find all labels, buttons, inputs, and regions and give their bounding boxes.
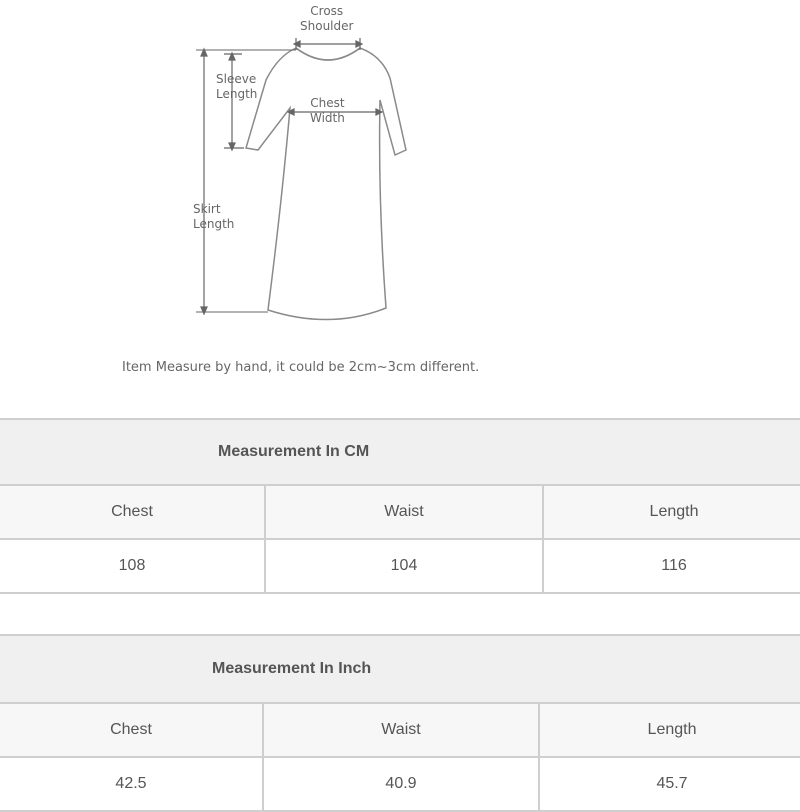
dress-outline-illustration (0, 0, 800, 400)
cm-measurement-table (0, 418, 800, 594)
inch-header-waist: Waist (263, 703, 539, 757)
inch-header-length: Length (539, 703, 800, 757)
inch-value-length: 45.7 (539, 757, 800, 811)
sleeve-length-label: Sleeve Length (216, 72, 258, 101)
inch-value-waist: 40.9 (263, 757, 539, 811)
inch-table-title: Measurement In Inch (212, 660, 372, 677)
cm-header-chest: Chest (0, 485, 265, 539)
cm-table-title: Measurement In CM (218, 443, 370, 460)
inch-value-chest: 42.5 (0, 757, 263, 811)
inch-header-chest: Chest (0, 703, 263, 757)
skirt-length-label: Skirt Length (193, 202, 235, 231)
cm-value-chest: 108 (0, 539, 265, 593)
inch-measurement-table (0, 634, 800, 812)
cm-value-length: 116 (543, 539, 800, 593)
cm-header-length: Length (543, 485, 800, 539)
cm-header-waist: Waist (265, 485, 543, 539)
cross-shoulder-label: Cross Shoulder (300, 4, 354, 33)
cm-value-waist: 104 (265, 539, 543, 593)
garment-diagram (0, 0, 800, 400)
chest-width-label: Chest Width (310, 96, 345, 125)
measurement-note: Item Measure by hand, it could be 2cm~3cm different. (122, 360, 480, 375)
